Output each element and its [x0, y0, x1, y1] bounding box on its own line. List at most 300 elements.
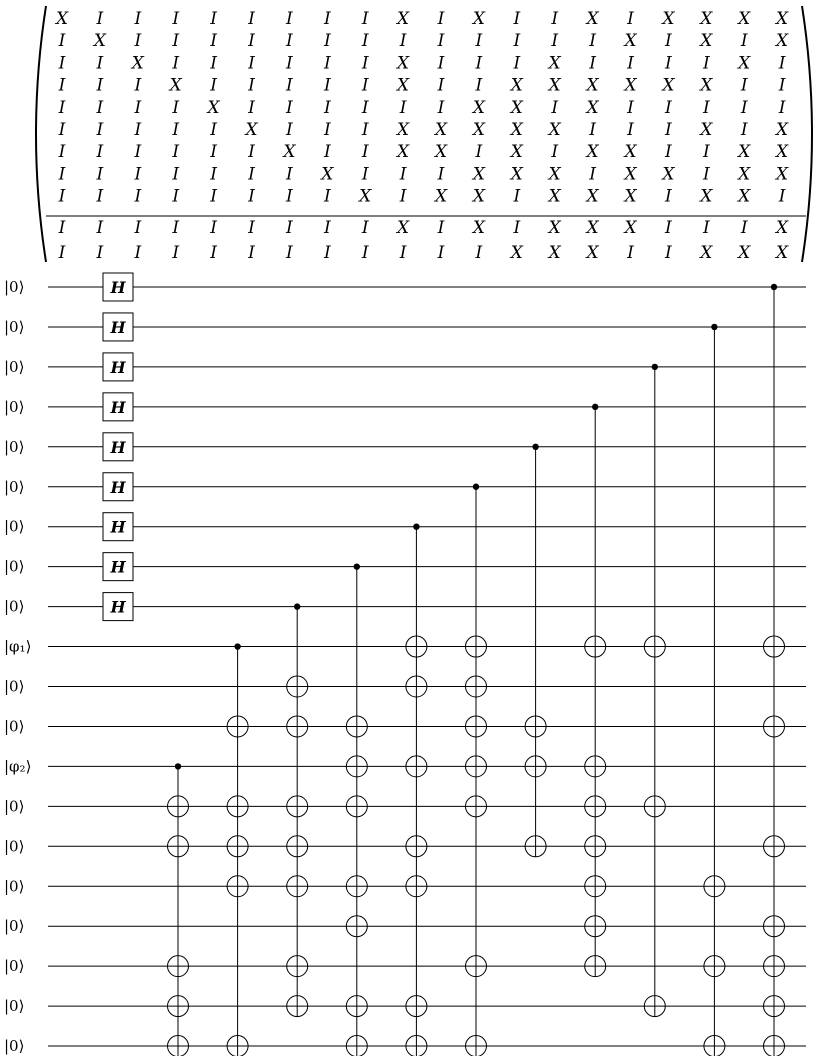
- matrix-cell: I: [551, 31, 559, 52]
- matrix-cell: X: [624, 186, 637, 207]
- matrix-cell: I: [665, 53, 672, 74]
- matrix-cell: X: [548, 164, 561, 185]
- cnot-target: [168, 836, 189, 857]
- matrix-cell: I: [513, 9, 521, 29]
- matrix-cell: I: [134, 31, 142, 52]
- matrix-cell: I: [513, 31, 521, 52]
- matrix-cell: X: [738, 164, 751, 185]
- cnot-target: [585, 836, 606, 857]
- matrix-cell: I: [172, 218, 180, 238]
- wire-label: |0⟩: [4, 397, 25, 416]
- matrix-cell: I: [627, 53, 634, 74]
- cnot-target: [227, 1036, 248, 1056]
- matrix-cell: I: [361, 120, 369, 140]
- matrix-cell: I: [323, 31, 331, 52]
- matrix-cell: I: [96, 120, 104, 140]
- matrix-cell: X: [700, 243, 713, 263]
- matrix-cell: I: [740, 218, 748, 238]
- matrix-cell: X: [472, 120, 485, 140]
- matrix-cell: X: [776, 164, 789, 185]
- hadamard-gate: [103, 273, 133, 301]
- cnot-target: [168, 1036, 189, 1056]
- matrix-cell: I: [323, 243, 331, 263]
- cnot-target: [406, 996, 427, 1017]
- cnot-target: [227, 716, 248, 737]
- matrix-cell: I: [172, 186, 180, 207]
- cnot-target: [346, 756, 367, 777]
- wire-label: |0⟩: [4, 877, 25, 896]
- matrix-cell: I: [437, 97, 445, 118]
- cnot-target: [585, 796, 606, 817]
- cnot-target: [346, 996, 367, 1017]
- wire-label: |0⟩: [4, 717, 25, 736]
- matrix-cell: I: [58, 243, 66, 263]
- matrix-cell: X: [283, 142, 296, 163]
- cnot-target: [346, 916, 367, 937]
- cnot-target: [764, 1036, 785, 1056]
- matrix-cell: I: [58, 186, 66, 207]
- matrix-cell: I: [96, 164, 104, 185]
- matrix-cell: I: [210, 243, 217, 263]
- cnot-target: [466, 716, 487, 737]
- matrix-cell: X: [738, 243, 751, 263]
- matrix-cell: X: [434, 120, 448, 140]
- matrix-cell: I: [361, 218, 369, 238]
- matrix-cell: I: [172, 142, 180, 163]
- matrix-cell: I: [210, 164, 217, 185]
- matrix-cell: I: [58, 164, 66, 185]
- matrix-cell: I: [589, 31, 596, 52]
- control-dot: [652, 364, 658, 370]
- matrix-cell: I: [361, 164, 369, 185]
- matrix-cell: X: [586, 97, 599, 118]
- cnot-target: [406, 756, 427, 777]
- matrix-cell: I: [210, 218, 217, 238]
- cnot-target: [466, 1036, 487, 1056]
- matrix-cell: I: [665, 142, 672, 163]
- matrix-cell: X: [397, 142, 410, 163]
- matrix-cell: X: [548, 120, 561, 140]
- matrix-cell: I: [627, 243, 634, 263]
- matrix-cell: I: [475, 31, 483, 52]
- matrix-cell: I: [778, 53, 786, 74]
- matrix-cell: I: [702, 164, 710, 185]
- matrix-cell: X: [700, 31, 713, 52]
- matrix-cell: I: [58, 218, 66, 238]
- matrix-cell: X: [700, 120, 713, 140]
- wire-label: |φ₁⟩: [4, 637, 32, 656]
- matrix-cell: I: [58, 53, 66, 74]
- cnot-target: [585, 636, 606, 657]
- matrix-cell: X: [586, 9, 599, 29]
- control-dot: [771, 284, 777, 290]
- matrix-cell: X: [510, 120, 523, 140]
- cnot-target: [346, 876, 367, 897]
- matrix-cell: I: [513, 186, 521, 207]
- matrix-cell: I: [740, 31, 748, 52]
- matrix-cell: X: [776, 142, 789, 163]
- matrix-cell: X: [397, 120, 410, 140]
- cnot-target: [287, 836, 308, 857]
- matrix-cell: X: [397, 53, 410, 74]
- matrix-cell: I: [58, 75, 66, 96]
- matrix-cell: X: [700, 9, 713, 29]
- matrix-cell: X: [776, 243, 789, 263]
- cnot-target: [346, 716, 367, 737]
- control-dot: [532, 444, 538, 450]
- wire-label: |0⟩: [4, 557, 25, 576]
- matrix-cell: I: [437, 218, 445, 238]
- matrix-cell: I: [286, 31, 293, 52]
- matrix-cell: I: [323, 120, 331, 140]
- matrix-cell: I: [58, 142, 66, 163]
- hadamard-gate: [103, 513, 133, 541]
- wire-label: |φ₂⟩: [4, 757, 32, 776]
- matrix-cell: I: [361, 31, 369, 52]
- matrix-cell: I: [210, 9, 217, 29]
- matrix-cell: I: [286, 164, 293, 185]
- matrix-cell: I: [665, 31, 672, 52]
- matrix-cell: X: [510, 97, 523, 118]
- hadamard-gate: [103, 473, 133, 501]
- matrix-cell: I: [513, 218, 521, 238]
- matrix-cell: I: [475, 243, 483, 263]
- cnot-target: [525, 836, 546, 857]
- cnot-target: [287, 996, 308, 1017]
- matrix-cell: I: [58, 31, 66, 52]
- matrix-left-paren: [36, 6, 46, 262]
- cnot-target: [466, 676, 487, 697]
- matrix-cell: I: [323, 53, 331, 74]
- matrix-cell: I: [248, 31, 255, 52]
- matrix-cell: X: [776, 120, 789, 140]
- matrix-cell: I: [58, 97, 66, 118]
- matrix-cell: I: [172, 120, 180, 140]
- matrix-cell: I: [323, 75, 331, 96]
- matrix-cell: X: [548, 243, 561, 263]
- matrix-cell: I: [210, 186, 217, 207]
- matrix-cell: I: [475, 75, 483, 96]
- wire-label: |0⟩: [4, 357, 25, 376]
- matrix-cell: I: [323, 9, 331, 29]
- matrix-cell: I: [96, 142, 104, 163]
- matrix-cell: X: [510, 243, 523, 263]
- matrix-cell: I: [134, 75, 142, 96]
- matrix-cell: I: [210, 142, 217, 163]
- matrix-cell: I: [437, 9, 445, 29]
- matrix-cell: I: [210, 75, 217, 96]
- matrix-cell: X: [624, 31, 637, 52]
- cnot-target: [764, 996, 785, 1017]
- hadamard-label: H: [110, 477, 126, 497]
- hadamard-gate: [103, 313, 133, 341]
- wire-label: |0⟩: [4, 677, 25, 696]
- cnot-target: [764, 836, 785, 857]
- matrix-cell: X: [776, 31, 789, 52]
- matrix-cell: X: [662, 9, 675, 29]
- matrix-cell: X: [472, 9, 485, 29]
- cnot-target: [585, 756, 606, 777]
- matrix-cell: I: [96, 218, 104, 238]
- cnot-target: [287, 796, 308, 817]
- matrix-cell: I: [172, 164, 180, 185]
- matrix-cell: I: [248, 142, 255, 163]
- matrix-cell: I: [437, 31, 445, 52]
- matrix-cell: I: [134, 97, 142, 118]
- wire-label: |0⟩: [4, 1037, 25, 1056]
- cnot-target: [764, 636, 785, 657]
- matrix-cell: I: [740, 75, 748, 96]
- matrix-cell: I: [96, 9, 104, 29]
- matrix-cell: I: [96, 97, 104, 118]
- hadamard-gate: [103, 353, 133, 381]
- wire-label: |0⟩: [4, 797, 25, 816]
- matrix-cell: I: [437, 243, 445, 263]
- control-dot: [711, 324, 717, 330]
- matrix-cell: I: [286, 97, 293, 118]
- wire-label: |0⟩: [4, 437, 25, 456]
- matrix-cell: I: [551, 9, 559, 29]
- cnot-target: [525, 716, 546, 737]
- matrix-cell: X: [359, 186, 372, 207]
- matrix-cell: X: [397, 9, 410, 29]
- cnot-target: [585, 876, 606, 897]
- matrix-cell: I: [361, 243, 369, 263]
- matrix-cell: X: [510, 142, 523, 163]
- cnot-target: [287, 956, 308, 977]
- matrix-cell: I: [589, 164, 596, 185]
- control-dot: [175, 763, 181, 769]
- wire-label: |0⟩: [4, 837, 25, 856]
- matrix-cell: I: [286, 243, 293, 263]
- cnot-target: [287, 716, 308, 737]
- matrix-cell: X: [548, 53, 561, 74]
- cnot-target: [644, 636, 665, 657]
- matrix-cell: I: [248, 243, 255, 263]
- matrix-cell: X: [776, 9, 789, 29]
- stabilizer-matrix: [36, 6, 812, 263]
- matrix-cell: I: [248, 218, 255, 238]
- matrix-cell: I: [96, 243, 104, 263]
- matrix-cell: I: [399, 186, 407, 207]
- control-dot: [473, 484, 479, 490]
- matrix-cell: I: [134, 186, 142, 207]
- cnot-target: [644, 796, 665, 817]
- matrix-cell: X: [510, 164, 523, 185]
- matrix-cell: I: [475, 142, 483, 163]
- hadamard-label: H: [110, 437, 126, 457]
- matrix-cell: X: [586, 142, 599, 163]
- cnot-target: [466, 756, 487, 777]
- matrix-cell: X: [624, 164, 637, 185]
- matrix-cell: I: [778, 186, 786, 207]
- wire-label: |0⟩: [4, 477, 25, 496]
- matrix-cell: I: [323, 218, 331, 238]
- matrix-cell: I: [551, 97, 559, 118]
- matrix-cell: I: [248, 164, 255, 185]
- wire-label: |0⟩: [4, 278, 25, 296]
- matrix-cell: X: [434, 142, 448, 163]
- matrix-cell: I: [361, 53, 369, 74]
- matrix-cell: X: [662, 75, 675, 96]
- matrix-cell: I: [361, 9, 369, 29]
- matrix-cell: I: [437, 75, 445, 96]
- matrix-cell: X: [738, 53, 751, 74]
- matrix-cell: X: [548, 218, 561, 238]
- matrix-cell: I: [323, 97, 331, 118]
- matrix-cell: I: [210, 120, 217, 140]
- matrix-cell: I: [323, 142, 331, 163]
- matrix-cell: I: [248, 53, 255, 74]
- cnot-target: [227, 836, 248, 857]
- cnot-target: [406, 876, 427, 897]
- cnot-target: [704, 1036, 725, 1056]
- matrix-cell: I: [665, 186, 672, 207]
- matrix-cell: I: [778, 97, 786, 118]
- matrix-cell: I: [399, 31, 407, 52]
- cnot-target: [764, 916, 785, 937]
- control-dot: [294, 603, 300, 609]
- matrix-cell: X: [624, 142, 637, 163]
- hadamard-label: H: [110, 317, 126, 337]
- cnot-target: [168, 996, 189, 1017]
- cnot-target: [287, 876, 308, 897]
- matrix-cell: I: [589, 120, 596, 140]
- control-dot: [413, 524, 419, 530]
- matrix-cell: X: [586, 186, 599, 207]
- control-dot: [354, 563, 360, 569]
- matrix-cell: X: [624, 218, 637, 238]
- matrix-cell: I: [361, 75, 369, 96]
- matrix-cell: I: [96, 53, 104, 74]
- hadamard-gate: [103, 433, 133, 461]
- cnot-target: [525, 756, 546, 777]
- matrix-cell: I: [399, 97, 407, 118]
- matrix-cell: I: [248, 97, 255, 118]
- matrix-cell: I: [475, 53, 483, 74]
- matrix-cell: I: [437, 53, 445, 74]
- cnot-target: [406, 636, 427, 657]
- matrix-cell: I: [702, 142, 710, 163]
- matrix-cell: X: [662, 164, 675, 185]
- matrix-cell: I: [134, 164, 142, 185]
- cnot-target: [346, 1036, 367, 1056]
- cnot-target: [406, 676, 427, 697]
- cnot-target: [764, 716, 785, 737]
- hadamard-label: H: [110, 397, 126, 417]
- matrix-cell: X: [131, 53, 144, 74]
- control-dot: [592, 404, 598, 410]
- matrix-cell: I: [665, 120, 672, 140]
- matrix-cell: X: [397, 218, 410, 238]
- matrix-cell: X: [700, 186, 713, 207]
- cnot-target: [287, 676, 308, 697]
- cnot-target: [585, 916, 606, 937]
- matrix-cell: I: [399, 243, 407, 263]
- matrix-cell: X: [776, 218, 789, 238]
- matrix-cell: I: [96, 186, 104, 207]
- matrix-cell: I: [286, 120, 293, 140]
- matrix-cell: X: [93, 31, 106, 52]
- matrix-cell: X: [586, 243, 599, 263]
- matrix-cell: X: [510, 75, 523, 96]
- matrix-cell: I: [361, 97, 369, 118]
- matrix-cell: I: [286, 9, 293, 29]
- matrix-cell: I: [437, 164, 445, 185]
- cnot-target: [466, 636, 487, 657]
- cnot-target: [406, 1036, 427, 1056]
- matrix-cell: I: [665, 218, 672, 238]
- matrix-cell: X: [321, 164, 334, 185]
- cnot-target: [466, 796, 487, 817]
- matrix-cell: X: [624, 75, 637, 96]
- hadamard-label: H: [110, 357, 126, 377]
- matrix-cell: I: [665, 97, 672, 118]
- matrix-cell: I: [286, 53, 293, 74]
- matrix-right-paren: [802, 6, 812, 262]
- matrix-cell: I: [172, 53, 180, 74]
- matrix-cell: I: [286, 186, 293, 207]
- matrix-cell: X: [55, 9, 69, 29]
- matrix-cell: I: [172, 31, 180, 52]
- matrix-cell: X: [738, 186, 751, 207]
- matrix-cell: I: [210, 53, 217, 74]
- matrix-cell: I: [740, 120, 748, 140]
- cnot-target: [764, 956, 785, 977]
- matrix-cell: X: [586, 75, 599, 96]
- matrix-cell: I: [172, 243, 180, 263]
- matrix-cell: X: [472, 164, 485, 185]
- matrix-cell: X: [169, 75, 182, 96]
- matrix-cell: I: [172, 9, 180, 29]
- cnot-target: [168, 956, 189, 977]
- hadamard-label: H: [110, 517, 126, 537]
- matrix-cell: I: [702, 53, 710, 74]
- quantum-circuit: [4, 273, 806, 1056]
- matrix-cell: I: [248, 75, 255, 96]
- wire-label: |0⟩: [4, 517, 25, 536]
- cnot-target: [227, 796, 248, 817]
- matrix-cell: X: [472, 97, 485, 118]
- matrix-cell: I: [702, 218, 710, 238]
- hadamard-gate: [103, 553, 133, 581]
- wire-label: |0⟩: [4, 997, 25, 1016]
- matrix-cell: X: [434, 186, 448, 207]
- matrix-cell: I: [551, 142, 559, 163]
- matrix-cell: I: [134, 142, 142, 163]
- matrix-cell: X: [738, 142, 751, 163]
- hadamard-label: H: [110, 557, 126, 577]
- matrix-cell: I: [323, 186, 331, 207]
- matrix-cell: I: [134, 9, 142, 29]
- hadamard-gate: [103, 393, 133, 421]
- cnot-target: [585, 956, 606, 977]
- matrix-cell: I: [58, 120, 66, 140]
- wire-label: |0⟩: [4, 597, 25, 616]
- wire-label: |0⟩: [4, 917, 25, 936]
- matrix-cell: I: [248, 9, 255, 29]
- matrix-cell: I: [665, 243, 672, 263]
- matrix-cell: X: [586, 218, 599, 238]
- matrix-cell: I: [172, 97, 180, 118]
- matrix-cell: X: [245, 120, 258, 140]
- matrix-cell: X: [397, 75, 410, 96]
- matrix-cell: I: [210, 31, 217, 52]
- cnot-target: [227, 876, 248, 897]
- cnot-target: [644, 996, 665, 1017]
- cnot-target: [346, 796, 367, 817]
- matrix-cell: I: [627, 97, 634, 118]
